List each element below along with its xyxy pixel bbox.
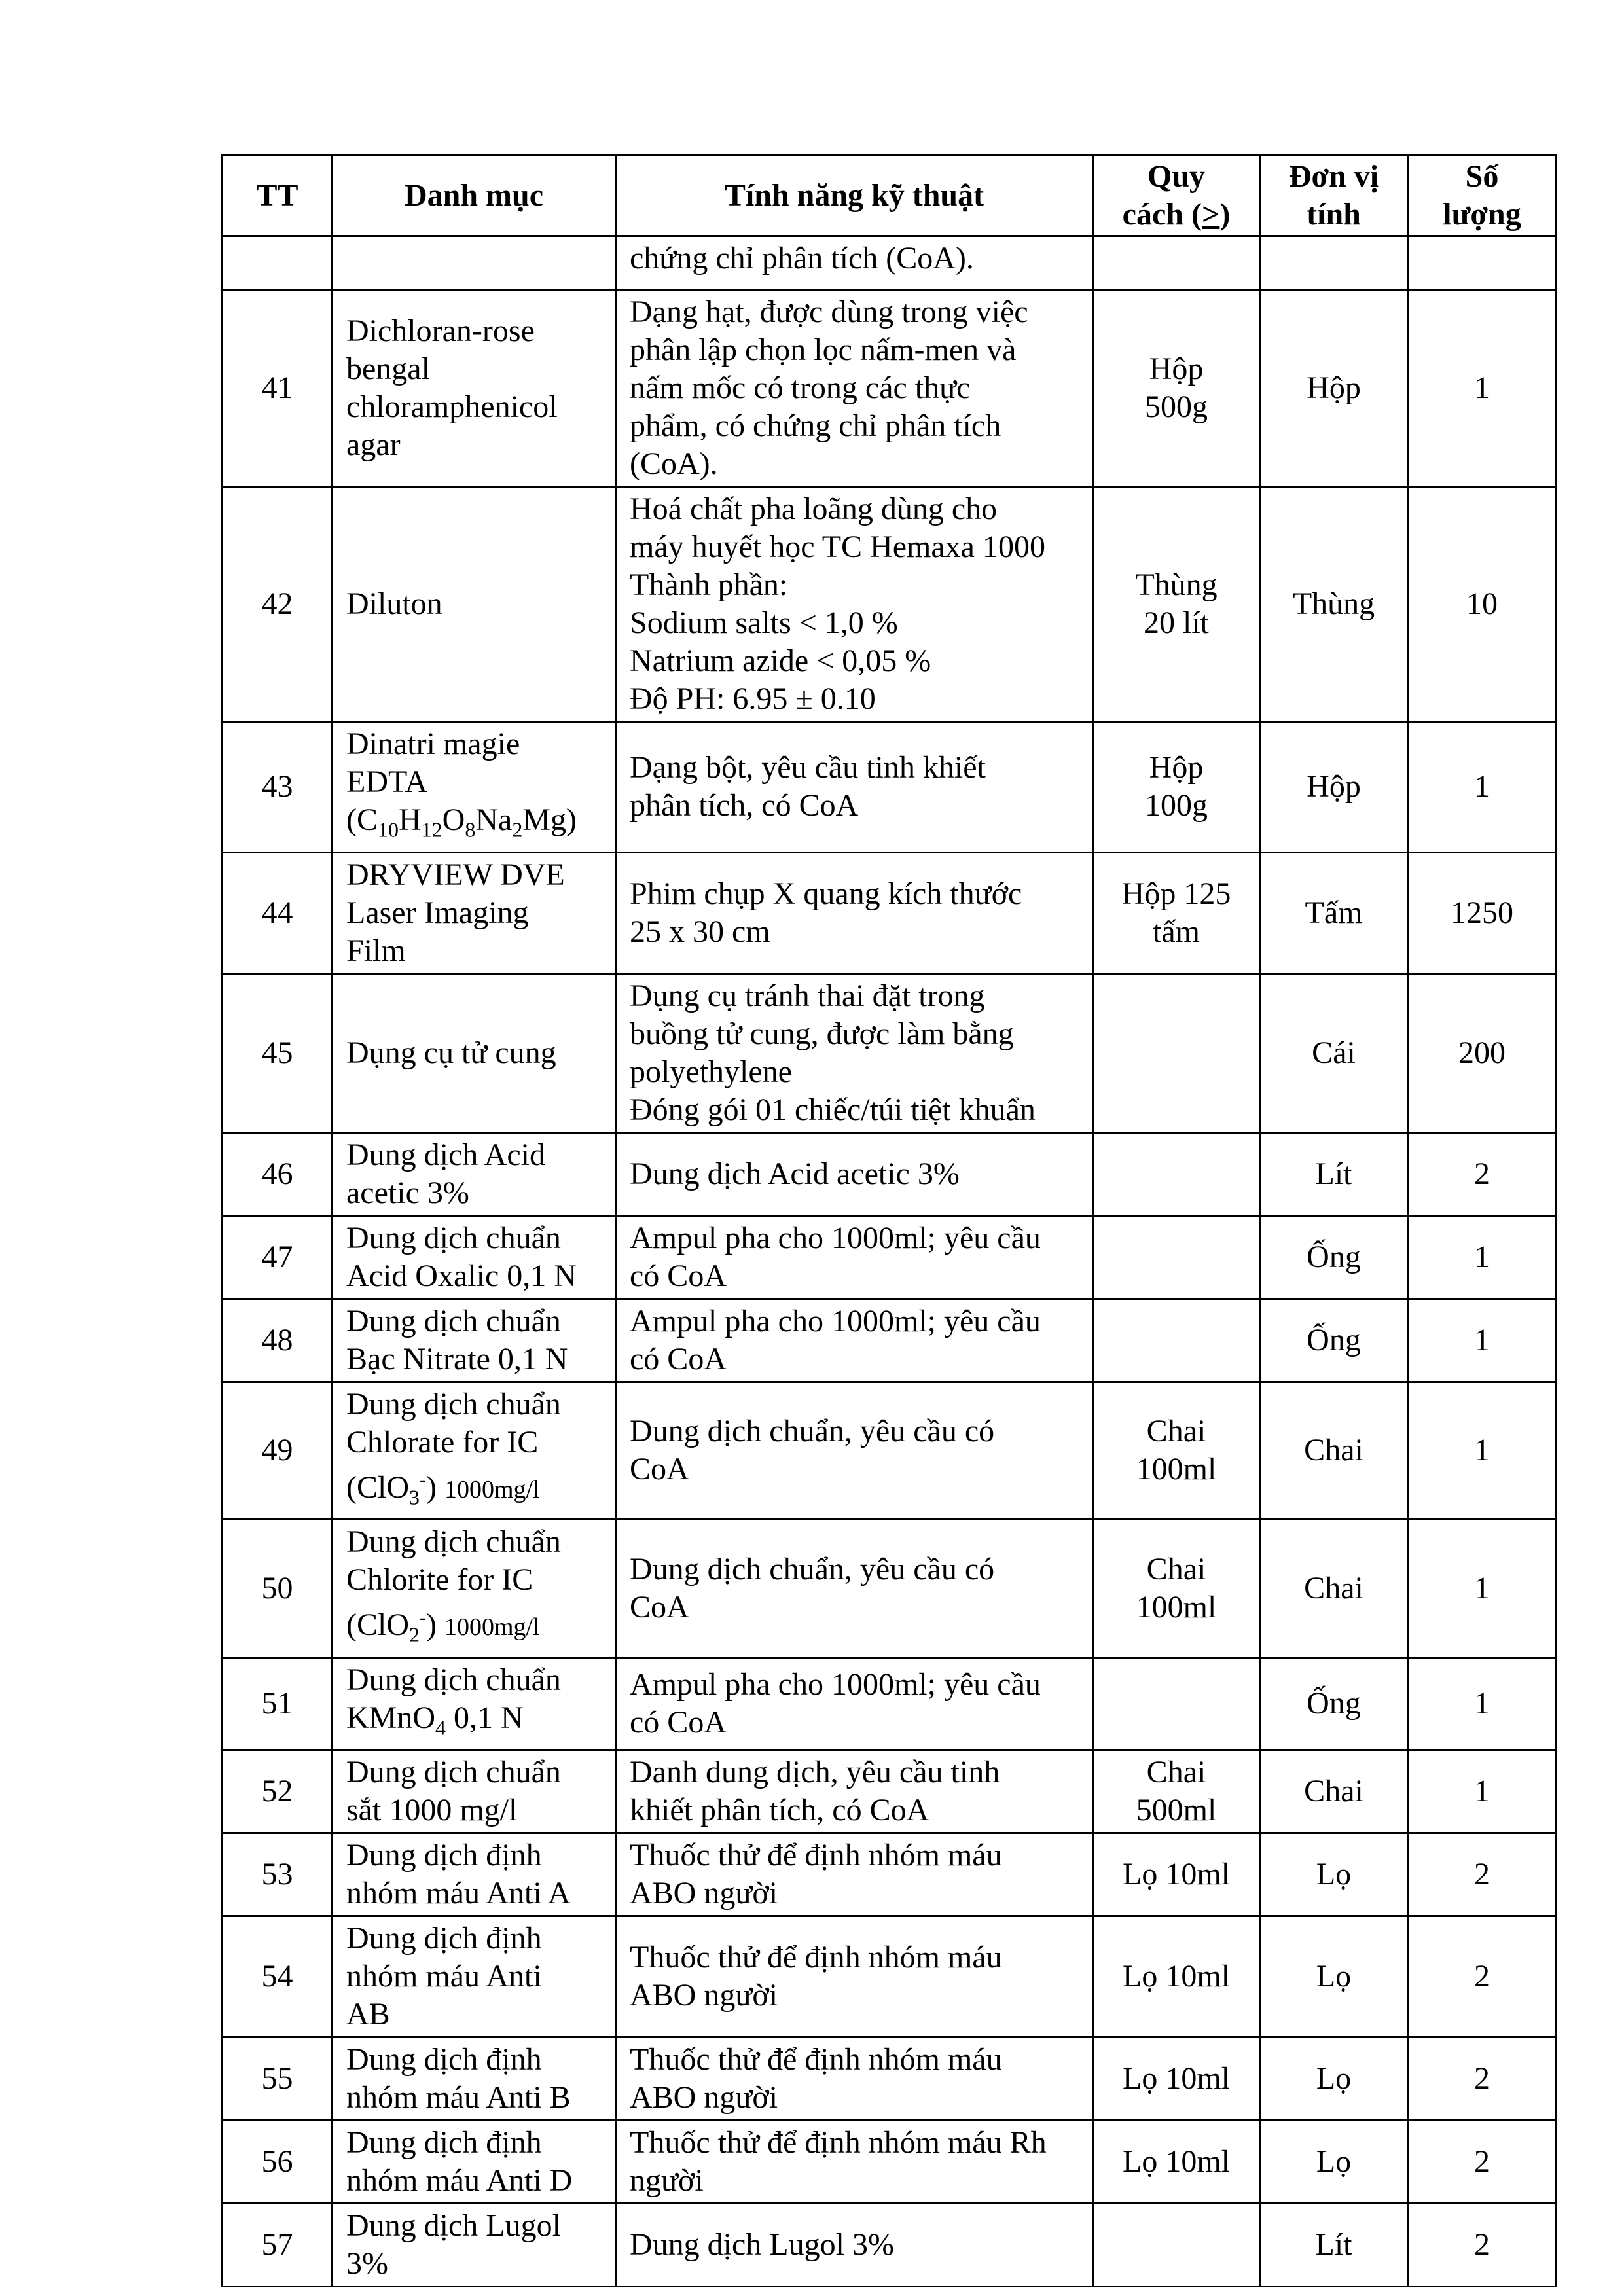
pack-cell xyxy=(1093,1299,1260,1382)
pack-cell xyxy=(1093,1657,1260,1750)
name-cell xyxy=(333,2037,616,2121)
name-cell xyxy=(333,1916,616,2037)
cell-line: nhóm máu Anti B xyxy=(346,2080,571,2115)
qty-cell: 1 xyxy=(1408,1520,1557,1658)
spec-cell xyxy=(616,1299,1093,1382)
header-label: Danh mục xyxy=(404,178,544,213)
cell-line: (CoA). xyxy=(630,446,718,481)
spec-cell xyxy=(616,1132,1093,1215)
cell-line: Danh dung dịch, yêu cầu tinh xyxy=(630,1755,1000,1790)
cell-line: sắt 1000 mg/l xyxy=(346,1793,518,1828)
name-cell xyxy=(333,722,616,853)
cell-line: Ống xyxy=(1307,1239,1361,1274)
name-cell xyxy=(333,1833,616,1916)
cell-line: Chlorate for IC xyxy=(346,1424,539,1460)
qty-cell: 1 xyxy=(1408,290,1557,487)
tt-cell: 46 xyxy=(223,1132,333,1215)
spec-cell xyxy=(616,1215,1093,1299)
tt-cell: 45 xyxy=(223,973,333,1132)
pack-cell xyxy=(1093,290,1260,487)
qty-cell xyxy=(1408,236,1557,290)
cell-line: Cái xyxy=(1312,1035,1356,1070)
cell-line: Acid Oxalic 0,1 N xyxy=(346,1258,577,1293)
cell-line: Sodium salts < 1,0 % xyxy=(630,605,898,640)
spec-cell xyxy=(616,2204,1093,2287)
cell-line: $(C_{10}H_{12}O_8Na_2Mg)$ xyxy=(346,802,577,842)
tt-cell: 53 xyxy=(223,1833,333,1916)
cell-line: Lọ xyxy=(1316,2144,1352,2179)
unit-cell xyxy=(1260,1657,1408,1750)
cell-line: polyethylene xyxy=(630,1054,792,1089)
cell-line: Bạc Nitrate 0,1 N xyxy=(346,1341,568,1376)
tt-cell: 47 xyxy=(223,1215,333,1299)
cell-line: chứng chỉ phân tích (CoA). xyxy=(630,241,974,276)
qty-cell: 200 xyxy=(1408,973,1557,1132)
cell-line: 20 lít xyxy=(1143,605,1209,640)
cell-line: Lít xyxy=(1315,1156,1352,1191)
cell-line: DRYVIEW DVE xyxy=(346,857,565,892)
header-label: Đơn vị xyxy=(1288,159,1379,194)
pack-cell xyxy=(1093,722,1260,853)
cell-line: có CoA xyxy=(630,1258,727,1293)
header-cell xyxy=(1093,156,1260,236)
header-label: Tính năng kỹ thuật xyxy=(724,178,984,213)
spec-cell xyxy=(616,1750,1093,1833)
cell-line: Dung dịch Acid acetic 3% xyxy=(630,1156,960,1191)
spec-cell xyxy=(616,1916,1093,2037)
cell-line: Film xyxy=(346,933,406,968)
qty-cell: 2 xyxy=(1408,2037,1557,2121)
header-label: lượng xyxy=(1443,197,1521,232)
cell-line: nhóm máu Anti xyxy=(346,1959,542,1994)
cell-line: Dung dịch Lugol xyxy=(346,2208,561,2244)
tt-cell: 52 xyxy=(223,1750,333,1833)
cell-line: Hộp 125 xyxy=(1121,876,1231,911)
table-row xyxy=(223,1132,1557,1215)
spec-cell xyxy=(616,1833,1093,1916)
table-row xyxy=(223,1299,1557,1382)
unit-cell xyxy=(1260,1750,1408,1833)
tt-cell: 44 xyxy=(223,852,333,973)
cell-line: Laser Imaging xyxy=(346,895,529,930)
header-cell xyxy=(223,156,333,236)
cell-line: agar xyxy=(346,427,401,462)
cell-line: 500ml xyxy=(1136,1793,1217,1828)
qty-cell: 2 xyxy=(1408,1916,1557,2037)
tt-cell: 42 xyxy=(223,487,333,722)
cell-line: Dung dịch chuẩn, yêu cầu có xyxy=(630,1551,995,1587)
header-label: TT xyxy=(256,178,298,213)
pack-cell xyxy=(1093,487,1260,722)
name-cell xyxy=(333,1750,616,1833)
header-cell xyxy=(333,156,616,236)
header-label: tính xyxy=(1307,197,1361,232)
pack-cell xyxy=(1093,1520,1260,1658)
pack-cell xyxy=(1093,1215,1260,1299)
cell-line: Chai xyxy=(1304,1433,1363,1468)
tt-cell: 51 xyxy=(223,1657,333,1750)
unit-cell xyxy=(1260,290,1408,487)
unit-cell xyxy=(1260,1916,1408,2037)
spec-cell xyxy=(616,722,1093,853)
name-cell xyxy=(333,1215,616,1299)
cell-line: Lọ 10ml xyxy=(1123,1959,1230,1994)
pack-cell xyxy=(1093,2121,1260,2204)
cell-line: Dụng cụ tránh thai đặt trong xyxy=(630,978,985,1013)
cell-line: có CoA xyxy=(630,1705,727,1740)
pack-cell xyxy=(1093,2037,1260,2121)
qty-cell: 2 xyxy=(1408,1132,1557,1215)
pack-cell xyxy=(1093,2204,1260,2287)
table-row xyxy=(223,1520,1557,1658)
cell-line: Chai xyxy=(1304,1774,1363,1809)
cell-line: phẩm, có chứng chỉ phân tích xyxy=(630,408,1001,443)
cell-line: Dung dịch định xyxy=(346,1921,542,1956)
cell-line: người xyxy=(630,2163,704,2198)
table-body xyxy=(223,236,1557,2287)
name-cell xyxy=(333,1657,616,1750)
table-row xyxy=(223,1750,1557,1833)
cell-line: Chai xyxy=(1146,1551,1206,1587)
qty-cell: 1 xyxy=(1408,1382,1557,1520)
cell-line: nấm mốc có trong các thực xyxy=(630,370,971,405)
cell-line: Dung dịch chuẩn xyxy=(346,1220,561,1255)
cell-line: 500g xyxy=(1145,389,1208,424)
cell-line: chloramphenicol xyxy=(346,389,558,424)
cell-line: Dichloran-rose xyxy=(346,314,535,348)
name-cell xyxy=(333,1520,616,1658)
cell-line: phân tích, có CoA xyxy=(630,788,859,823)
cell-line: Dung dịch Lugol 3% xyxy=(630,2227,894,2263)
cell-line: Diluton xyxy=(346,586,442,621)
name-cell xyxy=(333,1132,616,1215)
supply-table xyxy=(221,154,1557,2287)
spec-cell xyxy=(616,487,1093,722)
cell-line: Thuốc thử để định nhóm máu xyxy=(630,1940,1002,1975)
cell-line: 100ml xyxy=(1136,1452,1217,1487)
qty-cell: 2 xyxy=(1408,1833,1557,1916)
cell-line: ABO người xyxy=(630,1978,778,2013)
tt-cell xyxy=(223,236,333,290)
name-cell xyxy=(333,236,616,290)
cell-line: ABO người xyxy=(630,1876,778,1911)
cell-line: Chlorite for IC xyxy=(346,1562,533,1598)
spec-cell xyxy=(616,1520,1093,1658)
cell-line: ABO người xyxy=(630,2080,778,2115)
cell-line: Natrium azide < 0,05 % xyxy=(630,643,931,678)
table-row xyxy=(223,2037,1557,2121)
table-row xyxy=(223,2121,1557,2204)
cell-line: Dạng hạt, được dùng trong việc xyxy=(630,295,1028,329)
cell-line: Dạng bột, yêu cầu tinh khiết xyxy=(630,750,986,785)
cell-line: Tấm xyxy=(1305,895,1363,930)
cell-line: Dung dịch định xyxy=(346,2042,542,2077)
unit-cell xyxy=(1260,722,1408,853)
unit-cell xyxy=(1260,852,1408,973)
cell-line: Dinatri magie xyxy=(346,726,520,761)
cell-line: Lọ xyxy=(1316,1857,1352,1892)
cell-line: Lọ xyxy=(1316,1959,1352,1994)
table-row xyxy=(223,1916,1557,2037)
cell-line: Ampul pha cho 1000ml; yêu cầu xyxy=(630,1220,1041,1255)
qty-cell: 1 xyxy=(1408,1215,1557,1299)
unit-cell xyxy=(1260,1520,1408,1658)
cell-line: Lọ 10ml xyxy=(1123,2144,1230,2179)
tt-cell: 54 xyxy=(223,1916,333,2037)
header-label: Số xyxy=(1465,159,1499,194)
table-row xyxy=(223,852,1557,973)
cell-line: có CoA xyxy=(630,1341,727,1376)
table-row xyxy=(223,487,1557,722)
header-label: cách (>) xyxy=(1122,197,1231,232)
tt-cell: 56 xyxy=(223,2121,333,2204)
pack-cell xyxy=(1093,236,1260,290)
cell-line: Chai xyxy=(1146,1755,1206,1790)
unit-cell xyxy=(1260,2121,1408,2204)
cell-line: Lọ 10ml xyxy=(1123,1857,1230,1892)
cell-line: tấm xyxy=(1153,914,1200,949)
cell-line: 100ml xyxy=(1136,1589,1217,1624)
cell-line: Dung dịch chuẩn xyxy=(346,1755,561,1790)
table-row xyxy=(223,722,1557,853)
cell-line: Hộp xyxy=(1149,351,1204,386)
pack-cell xyxy=(1093,1833,1260,1916)
table-row xyxy=(223,1657,1557,1750)
unit-cell xyxy=(1260,1382,1408,1520)
tt-cell: 48 xyxy=(223,1299,333,1382)
cell-line: nhóm máu Anti A xyxy=(346,1876,571,1911)
cell-line: Ống xyxy=(1307,1322,1361,1357)
header-cell xyxy=(1260,156,1408,236)
tt-cell: 49 xyxy=(223,1382,333,1520)
cell-line: Dung dịch chuẩn xyxy=(346,1386,561,1422)
cell-line: (ClO$_3$-) 1000mg/l xyxy=(346,1469,540,1509)
cell-line: Thuốc thử để định nhóm máu xyxy=(630,2042,1002,2077)
header-cell xyxy=(1408,156,1557,236)
cell-line: Phim chụp X quang kích thước xyxy=(630,876,1022,911)
cell-line: buồng tử cung, được làm bằng xyxy=(630,1016,1014,1051)
table-row xyxy=(223,2204,1557,2287)
cell-line: khiết phân tích, có CoA xyxy=(630,1793,929,1828)
table-row xyxy=(223,973,1557,1132)
cell-line: acetic 3% xyxy=(346,1175,469,1210)
cell-line: CoA xyxy=(630,1589,689,1624)
cell-line: Hoá chất pha loãng dùng cho xyxy=(630,492,998,526)
spec-cell xyxy=(616,2037,1093,2121)
cell-line: Thùng xyxy=(1292,586,1375,621)
spec-cell xyxy=(616,1657,1093,1750)
name-cell xyxy=(333,487,616,722)
qty-cell: 1 xyxy=(1408,722,1557,853)
unit-cell xyxy=(1260,487,1408,722)
tt-cell: 43 xyxy=(223,722,333,853)
cell-line: Dụng cụ tử cung xyxy=(346,1035,556,1070)
pack-cell xyxy=(1093,852,1260,973)
cell-line: bengal xyxy=(346,351,430,386)
cell-line: Đóng gói 01 chiếc/túi tiệt khuẩn xyxy=(630,1092,1036,1127)
name-cell xyxy=(333,852,616,973)
cell-line: 100g xyxy=(1145,788,1208,823)
unit-cell xyxy=(1260,1299,1408,1382)
cell-line: Dung dịch định xyxy=(346,2125,542,2161)
qty-cell: 1 xyxy=(1408,1750,1557,1833)
table-row xyxy=(223,1215,1557,1299)
tt-cell: 41 xyxy=(223,290,333,487)
cell-line: nhóm máu Anti D xyxy=(346,2163,573,2198)
tt-cell: 57 xyxy=(223,2204,333,2287)
cell-line: EDTA xyxy=(346,764,428,799)
qty-cell: 1 xyxy=(1408,1657,1557,1750)
pack-cell xyxy=(1093,1750,1260,1833)
spec-cell xyxy=(616,973,1093,1132)
unit-cell xyxy=(1260,1132,1408,1215)
table-row xyxy=(223,1833,1557,1916)
cell-line: Thành phần: xyxy=(630,567,788,602)
cell-line: Hộp xyxy=(1307,769,1361,804)
tt-cell: 50 xyxy=(223,1520,333,1658)
cell-line: AB xyxy=(346,1997,390,2032)
qty-cell: 10 xyxy=(1408,487,1557,722)
table-header-row xyxy=(223,156,1557,236)
spec-cell xyxy=(616,852,1093,973)
cell-line: Thuốc thử để định nhóm máu xyxy=(630,1838,1002,1873)
qty-cell: 2 xyxy=(1408,2204,1557,2287)
cell-line: Thuốc thử để định nhóm máu Rh xyxy=(630,2125,1047,2161)
qty-cell: 1 xyxy=(1408,1299,1557,1382)
unit-cell xyxy=(1260,2037,1408,2121)
cell-line: CoA xyxy=(630,1452,689,1487)
spec-cell xyxy=(616,290,1093,487)
cell-line: Hộp xyxy=(1149,750,1204,785)
pack-cell xyxy=(1093,973,1260,1132)
qty-cell: 1250 xyxy=(1408,852,1557,973)
name-cell xyxy=(333,1382,616,1520)
spec-cell xyxy=(616,1382,1093,1520)
cell-line: Chai xyxy=(1304,1570,1363,1605)
cell-line: Lọ xyxy=(1316,2061,1352,2096)
qty-cell: 2 xyxy=(1408,2121,1557,2204)
cell-line: Thùng xyxy=(1135,567,1218,602)
cell-line: Lọ 10ml xyxy=(1123,2061,1230,2096)
cell-line: Ampul pha cho 1000ml; yêu cầu xyxy=(630,1303,1041,1338)
name-cell xyxy=(333,2204,616,2287)
pack-cell xyxy=(1093,1132,1260,1215)
unit-cell xyxy=(1260,1215,1408,1299)
header-label: Quy xyxy=(1147,159,1206,194)
name-cell xyxy=(333,290,616,487)
cell-line: Hộp xyxy=(1307,370,1361,405)
cell-line: Độ PH: 6.95 ± 0.10 xyxy=(630,681,876,716)
spec-cell xyxy=(616,236,1093,290)
cell-line: Dung dịch chuẩn xyxy=(346,1662,561,1697)
spec-cell xyxy=(616,2121,1093,2204)
name-cell xyxy=(333,2121,616,2204)
cell-line: (ClO$_2$-) 1000mg/l xyxy=(346,1607,540,1647)
table-row xyxy=(223,236,1557,290)
cell-line: phân lập chọn lọc nấm-men và xyxy=(630,332,1017,367)
unit-cell xyxy=(1260,236,1408,290)
cell-line: Ampul pha cho 1000ml; yêu cầu xyxy=(630,1667,1041,1702)
cell-line: 3% xyxy=(346,2246,388,2282)
cell-line: Dung dịch chuẩn, yêu cầu có xyxy=(630,1414,995,1449)
cell-line: Dung dịch chuẩn xyxy=(346,1303,561,1338)
cell-line: Dung dịch định xyxy=(346,1838,542,1873)
cell-line: Chai xyxy=(1146,1414,1206,1449)
name-cell xyxy=(333,973,616,1132)
cell-line: Dung dịch Acid xyxy=(346,1137,545,1172)
table-row xyxy=(223,1382,1557,1520)
unit-cell xyxy=(1260,2204,1408,2287)
unit-cell xyxy=(1260,973,1408,1132)
name-cell xyxy=(333,1299,616,1382)
pack-cell xyxy=(1093,1382,1260,1520)
table-row xyxy=(223,290,1557,487)
pack-cell xyxy=(1093,1916,1260,2037)
cell-line: máy huyết học TC Hemaxa 1000 xyxy=(630,529,1045,564)
cell-line: KMnO$_4$ 0,1 N xyxy=(346,1700,524,1740)
header-cell xyxy=(616,156,1093,236)
cell-line: 25 x 30 cm xyxy=(630,914,770,949)
cell-line: Dung dịch chuẩn xyxy=(346,1524,561,1560)
cell-line: Lít xyxy=(1315,2227,1352,2263)
unit-cell xyxy=(1260,1833,1408,1916)
tt-cell: 55 xyxy=(223,2037,333,2121)
cell-line: Ống xyxy=(1307,1686,1361,1721)
